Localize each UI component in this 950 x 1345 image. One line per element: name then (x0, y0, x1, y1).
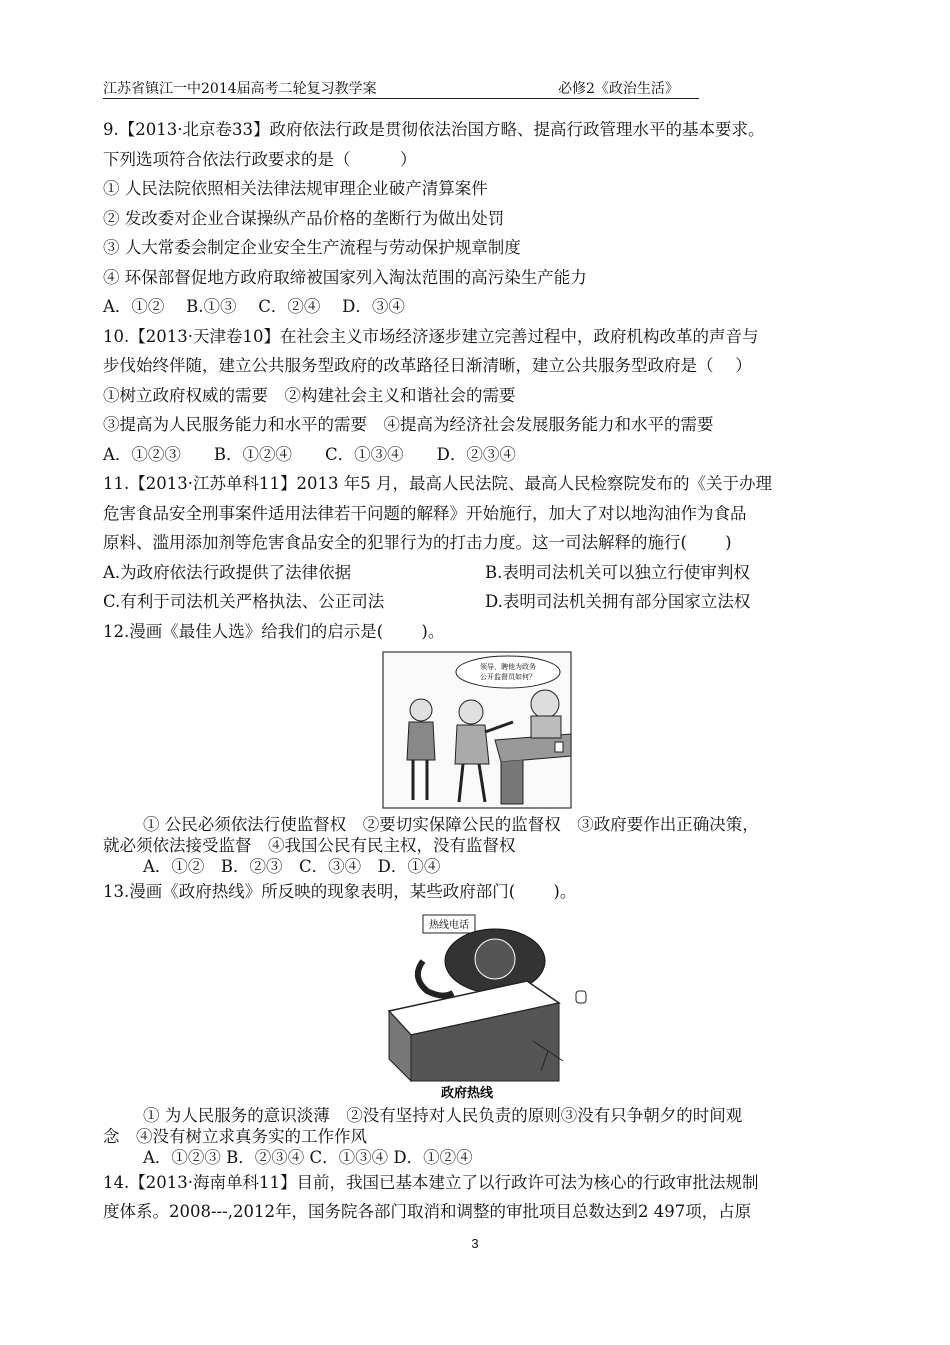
q9-item-4: ④ 环保部督促地方政府取缔被国家列入淘汰范围的高污染生产能力 (103, 267, 587, 287)
q11-option-b: B.表明司法机关可以独立行使审判权 (485, 562, 750, 582)
cartoon-bubble-text-1: 领导，聘他为政务 (480, 663, 536, 671)
q10-stem-line1: 10.【2013·天津卷10】在社会主义市场经济逐步建立完善过程中，政府机构改革的声音与 (103, 326, 759, 346)
q9-item-2: ② 发改委对企业合谋操纵产品价格的垄断行为做出处罚 (103, 208, 505, 228)
page-header (103, 76, 699, 99)
q9-stem-line2: 下列选项符合依法行政要求的是（ ） (103, 149, 417, 169)
question-11 (103, 469, 853, 617)
q9-item-3: ③ 人大常委会制定企业安全生产流程与劳动保护规章制度 (103, 238, 521, 257)
q11-options-row2 (103, 587, 853, 617)
header-title: 江苏省镇江一中2014届高考二轮复习教学案 (103, 81, 377, 97)
q9-stem-line1: 9.【2013·北京卷33】政府依法行政是贯彻依法治国方略、提高行政管理水平的基本要求。 (103, 120, 765, 139)
q10-options: A．①②③ B．①②④ C．①③④ D．②③④ (103, 444, 516, 464)
q13-stem: 13.漫画《政府热线》所反映的现象表明，某些政府部门( )。 (103, 882, 577, 901)
q13-options: A．①②③ B．②③④ C．①③④ D．①②④ (143, 1147, 473, 1167)
q11-stem-line2: 危害食品安全刑事案件适用法律若干问题的解释》开始施行，加大了对以地沟油作为食品 (103, 503, 747, 523)
q12-item-line1: ① 公民必须依法行使监督权 ②要切实保障公民的监督权 ③政府要作出正确决策， (143, 815, 759, 834)
q10-item-line1: ①树立政府权威的需要 ②构建社会主义和谐社会的需要 (103, 385, 516, 405)
q11-stem-line1: 11.【2013·江苏单科11】2013 年5 月，最高人民法院、最高人民检察院发布的《关于办理 (103, 474, 772, 493)
q11-stem-line3: 原料、滥用添加剂等危害食品安全的犯罪行为的打击力度。这一司法解释的施行( ) (103, 533, 732, 552)
cartoon-caption: 政府热线 (440, 1085, 494, 1101)
q13-item-line1: ① 为人民服务的意识淡薄 ②没有坚持对人民负责的原则③没有只争朝夕的时间观 (143, 1105, 743, 1125)
q12-stem: 12.漫画《最佳人选》给我们的启示是( )。 (103, 621, 445, 641)
q11-option-c: C.有利于司法机关严格执法、公正司法 (103, 592, 385, 611)
question-10 (103, 322, 853, 470)
page-number: 3 (471, 1236, 479, 1251)
q11-options-row1 (103, 558, 853, 588)
q10-stem-line2: 步伐始终伴随，建立公共服务型政府的改革路径日渐清晰，建立公共服务型政府是（ ） (103, 356, 752, 375)
q11-option-d: D.表明司法机关拥有部分国家立法权 (485, 592, 751, 611)
q12-item-line2: 就必须依法接受监督 ④我国公民有民主权，没有监督权 (103, 836, 516, 855)
question-9 (103, 115, 853, 322)
question-13 (103, 877, 853, 1168)
q12-options: A．①② B．②③ C．③④ D．①④ (143, 857, 441, 876)
page-body (103, 115, 853, 1227)
cartoon-government-hotline (103, 911, 853, 1101)
q14-stem-line2: 度体系。2008---,2012年，国务院各部门取消和调整的审批项目总数达到2 497项，占原 (103, 1202, 752, 1221)
header-subject: 必修2《政治生活》 (558, 81, 679, 97)
question-14 (103, 1168, 853, 1227)
q9-item-1: ① 人民法院依照相关法律法规审理企业破产清算案件 (103, 179, 488, 198)
question-12 (103, 617, 853, 878)
cartoon-bubble-text-2: 公开监督员如何？ (480, 673, 536, 681)
cartoon-best-candidate (103, 650, 853, 810)
q11-option-a: A.为政府依法行政提供了法律依据 (103, 562, 352, 582)
q10-item-line2: ③提高为人民服务能力和水平的需要 ④提高为经济社会发展服务能力和水平的需要 (103, 415, 714, 434)
q9-options: A．①② B.①③ C．②④ D．③④ (103, 297, 405, 316)
q13-item-line2: 念 ④没有树立求真务实的工作作风 (103, 1126, 367, 1146)
q14-stem-line1: 14.【2013·海南单科11】目前，我国已基本建立了以行政许可法为核心的行政审批法规制 (103, 1172, 759, 1192)
cartoon-hotline-sign: 热线电话 (429, 919, 469, 931)
